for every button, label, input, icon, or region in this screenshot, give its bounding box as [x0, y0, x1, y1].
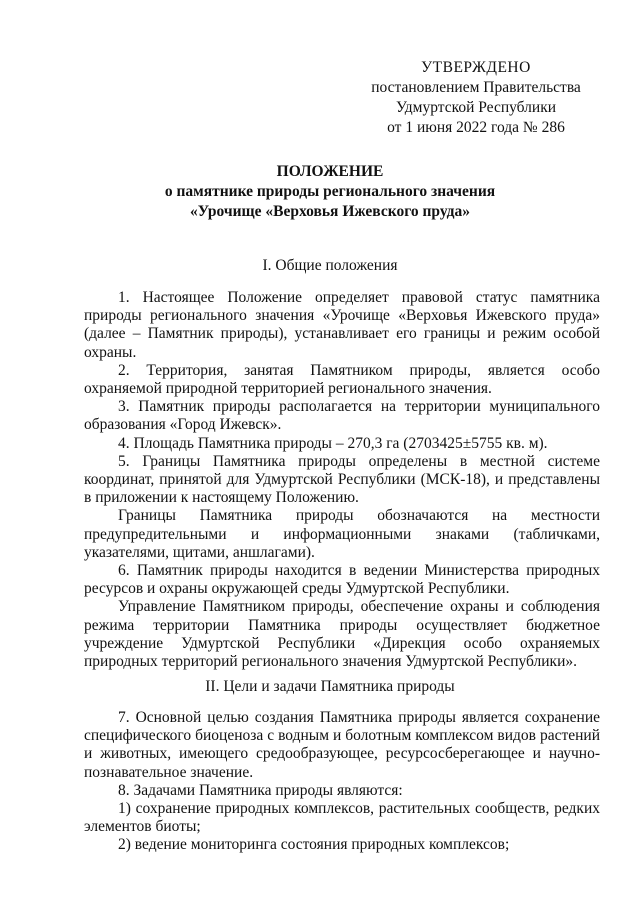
section-heading-goals: II. Цели и задачи Памятника природы	[205, 678, 455, 695]
paragraph: 5. Границы Памятника природы определены в местной системе координат, принятой для Удмуртской Республики (МСК-18), и представлены в приложении к настоящему Положению.	[84, 452, 600, 507]
document-title	[60, 162, 600, 222]
paragraph: 2. Территория, занятая Памятником природы, является особо охраняемой природной территорией регионального значения.	[84, 361, 600, 398]
paragraph: 6. Памятник природы находится в ведении Министерства природных ресурсов и охраны окружающей среды Удмуртской Республики.	[84, 562, 600, 598]
paragraph: Управление Памятником природы, обеспечение охраны и соблюдения режима территории Памятника природы осуществляет бюджетное учреждение Удмуртской Республики «Дирекция особо охраняемых природных территорий регионального значения Удмуртской Республики».	[84, 598, 600, 671]
section-goals-body	[84, 709, 600, 855]
paragraph: 4. Площадь Памятника природы – 270,3 га (2703425±5755 кв. м).	[118, 434, 548, 452]
approval-line: Удмуртской Республики	[395, 99, 557, 116]
approval-date: от 1 июня 2022 года № 286	[387, 119, 565, 136]
paragraph: 1. Настоящее Положение определяет правовой статус памятника природы регионального значения «Урочище «Верховья Ижевского пруда» (далее – Памятник природы), устанавливает его границы и режим особой охраны.	[84, 289, 600, 361]
paragraph: 8. Задачами Памятника природы являются:	[118, 781, 403, 799]
paragraph: 2) ведение мониторинга состояния природных комплексов;	[118, 836, 510, 854]
paragraph: 7. Основной целью создания Памятника природы является сохранение специфического биоценоза с водным и болотным комплексом видов растений и животных, имеющего средообразующее, ресурсосберегающее и научно-познавательное значение.	[84, 709, 600, 781]
section-general-body	[84, 289, 600, 671]
title-subtitle: о памятнике природы регионального значения	[164, 183, 496, 200]
approval-line: постановлением Правительства	[371, 79, 581, 96]
approval-heading: УТВЕРЖДЕНО	[421, 59, 531, 76]
title-subtitle: «Урочище «Верховья Ижевского пруда»	[190, 203, 470, 220]
title-main: ПОЛОЖЕНИЕ	[276, 163, 384, 180]
paragraph: 3. Памятник природы располагается на территории муниципального образования «Город Ижевск».	[84, 398, 600, 434]
approval-stamp	[360, 58, 592, 138]
paragraph: Границы Памятника природы обозначаются на местности предупредительными и информационными знаками (табличками, указателями, щитами, аншлагами).	[84, 507, 600, 561]
paragraph: 1) сохранение природных комплексов, растительных сообществ, редких элементов биоты;	[84, 800, 600, 836]
section-heading-general: I. Общие положения	[262, 257, 398, 274]
